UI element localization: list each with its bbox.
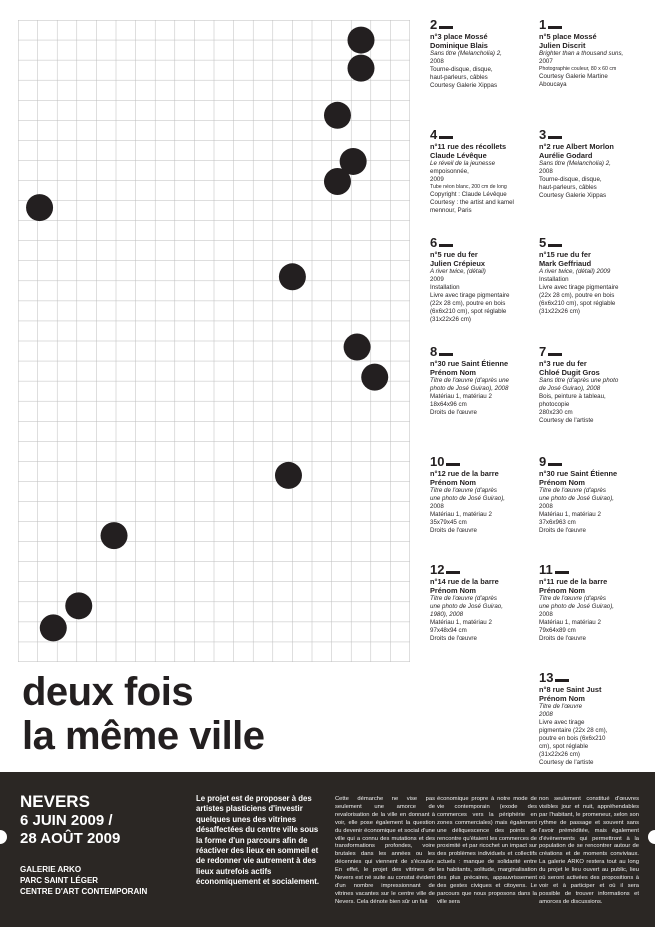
entry-detail: 2008 [430,58,444,65]
location-dot [344,334,371,361]
entry-5 [539,236,647,316]
entry-detail: Aboucaya [539,81,567,88]
entry-detail: 97x48x94 cm [430,627,467,634]
entry-detail: Courtesy Galerie Xippas [539,192,607,199]
entry-4 [430,128,538,215]
entry-detail: Bois, peinture à tableau, [539,393,606,400]
entry-detail: Installation [539,276,569,283]
entry-detail: une photo de José Guirao), [539,603,614,610]
entry-detail: 2008 [539,611,553,618]
entry-detail: Livre avec tirage [539,719,585,726]
entry-heading [539,671,647,685]
entry-detail: 2007 [539,58,553,65]
location-dot [40,614,67,641]
entry-address: n°5 rue du fer [430,250,478,259]
entry-1 [539,18,647,89]
entry-6 [430,236,538,324]
city-name: NEVERS [20,792,90,811]
entry-detail: Livre avec tirage pigmentaire [539,284,619,291]
entry-detail: (6x6x210 cm), spot réglable [430,308,507,315]
entry-detail: 2008 [539,168,553,175]
entry-13 [539,671,647,767]
venue [20,864,147,897]
entry-dash [439,244,453,247]
footer-notch-left [0,830,7,844]
entry-detail: photocopie [539,401,570,408]
body-column-3: non seulement constitué d'œuvres visibles jour et nuit, appréhendables par l'habitant, le promeneur, selon son rythme de passage et souvent sans l'avoir préméditée, mais également d'évènements qui permettront à la population de se rencontrer autour de créations et de moments conviviaux. La galerie ARKO restera tout au long du projet le lieu ouvert au public, lieu où seront activées des propositions à voir et à participer et où il sera possible de trouver informations et amorces de discussions. [539,796,639,905]
entry-address: n°30 rue Saint Étienne [430,359,509,368]
entry-artist: Prénom Nom [430,368,476,377]
entry-detail: 2008 [430,503,444,510]
entry-artist: Prénom Nom [430,478,476,487]
entry-number: 8 [430,344,438,359]
entry-detail: empoisonnée, [430,168,469,175]
entry-address: n°2 rue Albert Morlon [539,142,614,151]
entry-address: n°11 rue des récollets [430,142,507,151]
entry-detail: Photographie couleur, 80 x 60 cm [539,66,617,72]
entry-detail: une photo de José Guirao), [430,495,505,502]
entry-dash [548,353,562,356]
entry-detail: 2008 [539,711,553,718]
entry-detail: 79x64x89 cm [539,627,576,634]
entry-detail: Brighter than a thousand suns, [539,50,624,57]
entry-detail: Matériau 1, matériau 2 [430,619,492,626]
entry-dash [555,571,569,574]
entry-number: 2 [430,17,438,32]
entry-detail: Titre de l'œuvre (d'après [430,595,497,602]
entry-detail: (31x22x26 cm) [430,316,471,323]
entry-address: n°30 rue Saint Étienne [539,469,618,478]
entry-dash [548,136,562,139]
location-dot [348,55,375,82]
entry-12 [430,563,538,643]
entry-heading [539,18,647,32]
date-start: 6 JUIN 2009 / [20,812,113,829]
entry-detail: pigmentaire (22x 28 cm), [539,727,608,734]
venue-line-3: CENTRE D'ART CONTEMPORAIN [20,887,148,896]
entry-detail: (22x 28 cm), poutre en bois [430,300,506,307]
entry-detail: 1980), 2008 [430,611,464,618]
entry-detail: une photo de José Guirao, [430,603,503,610]
entry-detail: de José Guirao), 2008 [539,385,601,392]
entry-address: n°12 rue de la barre [430,469,499,478]
location-dot [101,522,128,549]
entry-heading [430,563,538,577]
entry-detail: Titre de l'œuvre (d'après [539,595,606,602]
entry-dash [548,26,562,29]
entry-heading [539,128,647,142]
entry-number: 1 [539,17,547,32]
entry-detail: Titre de l'œuvre [539,703,583,710]
entry-dash [439,26,453,29]
entry-dash [446,463,460,466]
entry-detail: Courtesy de l'artiste [539,417,594,424]
entry-detail: 2008 [539,503,553,510]
location-dot [348,27,375,54]
entry-detail: Courtesy Galerie Martine [539,73,608,80]
venue-line-2: PARC SAINT LÉGER [20,876,99,885]
map-grid [18,20,410,662]
entry-detail: Matériau 1, matériau 2 [539,511,601,518]
title-line-1: deux fois [22,670,194,714]
entry-detail: Installation [430,284,460,291]
entry-number: 12 [430,562,445,577]
entry-heading [539,563,647,577]
entry-artist: Prénom Nom [539,478,585,487]
entry-2 [430,18,538,90]
entry-detail: Titre de l'œuvre (d'après [539,487,606,494]
entry-number: 3 [539,127,547,142]
entry-dash [548,244,562,247]
entry-number: 10 [430,454,445,469]
entry-address: n°3 rue du fer [539,359,587,368]
entry-detail: mennour, Paris [430,207,472,214]
entry-number: 4 [430,127,438,142]
entry-artist: Prénom Nom [430,586,476,595]
entry-detail: Livre avec tirage pigmentaire [430,292,510,299]
entry-dash [548,463,562,466]
location-dot [324,102,351,129]
entry-artist: Prénom Nom [539,586,585,595]
entry-heading [539,236,647,250]
entry-artist: Chloé Dugit Gros [539,368,600,377]
entry-detail: Droits de l'œuvre [430,409,477,416]
location-dot [324,168,351,195]
intro-text: Le projet est de proposer à des artistes plasticiens d'investir quelques unes des vitrines désaffectées du centre ville sous la forme d'un parcours afin de réactiver des lieux en sommeil et de redonner vie autrement à des lieux autrefois actifs économiquement et socialement. [196,794,320,887]
entry-dash [446,571,460,574]
entry-detail: Matériau 1, matériau 2 [430,393,492,400]
entry-artist: Claude Lévêque [430,151,487,160]
entry-number: 9 [539,454,547,469]
entry-detail: Droits de l'œuvre [539,635,586,642]
entry-3 [539,128,647,200]
location-dot [279,263,306,290]
entry-detail: Titre de l'œuvre (d'après une [430,377,509,384]
date-end: 28 AOÛT 2009 [20,830,121,847]
entry-detail: une photo de José Guirao), [539,495,614,502]
entry-9 [539,455,647,535]
entry-address: n°8 rue Saint Just [539,685,602,694]
entry-number: 6 [430,235,438,250]
entry-artist: Julien Discrit [539,41,586,50]
entry-heading [539,455,647,469]
entry-dash [439,136,453,139]
entry-heading [430,128,538,142]
entry-detail: 2009 [430,176,444,183]
entry-detail: Matériau 1, matériau 2 [430,511,492,518]
entry-artist: Aurélie Godard [539,151,593,160]
entry-number: 7 [539,344,547,359]
entry-address: n°15 rue du fer [539,250,591,259]
entry-detail: Tourne-disque, disque, [430,66,493,73]
entry-detail: (31x22x26 cm) [539,308,580,315]
entry-artist: Dominique Blais [430,41,488,50]
entry-number: 13 [539,670,554,685]
entry-detail: haut-parleurs, câbles [430,74,488,81]
entry-10 [430,455,538,535]
grid-canvas [18,20,410,662]
title-line-2: la même ville [22,714,265,758]
entry-dash [439,353,453,356]
poster-title [22,670,265,758]
entry-detail: 35x79x45 cm [430,519,467,526]
entry-detail: Copyright : Claude Lévêque [430,191,507,198]
entry-number: 5 [539,235,547,250]
entry-dash [555,679,569,682]
location-dot [275,462,302,489]
entry-detail: Sans titre (Melancholia) 2, [539,160,611,167]
entry-heading [430,455,538,469]
entry-detail: Droits de l'œuvre [430,635,477,642]
entry-detail: Sans titre (Melancholia) 2, [430,50,502,57]
entry-detail: Courtesy de l'artiste [539,759,594,766]
body-column-1: Cette démarche ne vise pas seulement une amorce de revalorisation de la ville en donnant à voir, elle pose également la question du devenir économique et social d'une ville qui a connu des mutations et des transformations profondes, voire brutales dans les années ou les décennies qui viennent de s'écouler. En effet, le projet des vitrines de Nevers est né suite au constat évident d'un nombre impressionnant de vitrines vacantes sur le centre ville de Nevers. Cela dénote bien sûr un fait [335,796,435,905]
entry-detail: Droits de l'œuvre [539,527,586,534]
entry-address: n°3 place Mossé [430,32,488,41]
exhibition-dates [20,812,120,848]
entry-detail: Tourne-disque, disque, [539,176,602,183]
entry-8 [430,345,538,417]
entry-detail: Sans titre (d'après une photo [539,377,619,384]
entry-artist: Mark Geffriaud [539,259,592,268]
footer-band [0,772,655,927]
location-dot [26,194,53,221]
entry-detail: Le réveil de la jeunesse [430,160,496,167]
entry-detail: 37x6x963 cm [539,519,576,526]
entry-detail: cm), spot réglable [539,743,589,750]
entry-detail: Courtesy Galerie Xippas [430,82,498,89]
entry-heading [430,236,538,250]
entry-detail: Matériau 1, matériau 2 [539,619,601,626]
entry-detail: A river twice, (détail) [430,268,486,275]
entry-detail: 280x230 cm [539,409,573,416]
entry-address: n°11 rue de la barre [539,577,608,586]
entry-detail: A river twice, (détail) 2009 [539,268,611,275]
entry-address: n°5 place Mossé [539,32,597,41]
entry-detail: (6x6x210 cm), spot réglable [539,300,616,307]
entry-detail: (31x22x26 cm) [539,751,580,758]
entry-heading [430,345,538,359]
entry-number: 11 [539,562,553,577]
entry-artist: Julien Crépieux [430,259,486,268]
entry-heading [430,18,538,32]
entry-detail: Titre de l'œuvre (d'après [430,487,497,494]
entry-11 [539,563,647,643]
entry-detail: Courtesy : the artist and kamel [430,199,514,206]
location-dot [65,592,92,619]
entry-detail: haut-parleurs, câbles [539,184,597,191]
entry-7 [539,345,647,425]
location-dot [361,364,388,391]
footer-notch-right [648,830,655,844]
entry-detail: Tube néon blanc, 200 cm de long [430,184,507,190]
entry-detail: 2009 [430,276,444,283]
entry-detail: poutre en bois (6x6x210 [539,735,606,742]
entry-detail: Droits de l'œuvre [430,527,477,534]
entry-detail: photo de José Guirao), 2008 [430,385,509,392]
body-column-2: économique propre à notre mode de vie contemporain (exode des commerces vers la périphérie en zones commerciales) mais également une déliquescence des points de rencontre qu'étaient les commerces de proximité et par ricochet un impact sur des problèmes individuels et collectifs actuels : manque de solidarité entre les habitants, solitude, marginalisation des plus précaires, appauvrissement des gestes civiques et citoyens. Le parcours que nous proposons dans la ville sera [437,796,537,905]
entry-address: n°14 rue de la barre [430,577,499,586]
entry-detail: (22x 28 cm), poutre en bois [539,292,615,299]
entry-heading [539,345,647,359]
entry-detail: 18x64x96 cm [430,401,467,408]
venue-line-1: GALERIE ARKO [20,865,82,874]
entry-artist: Prénom Nom [539,694,585,703]
